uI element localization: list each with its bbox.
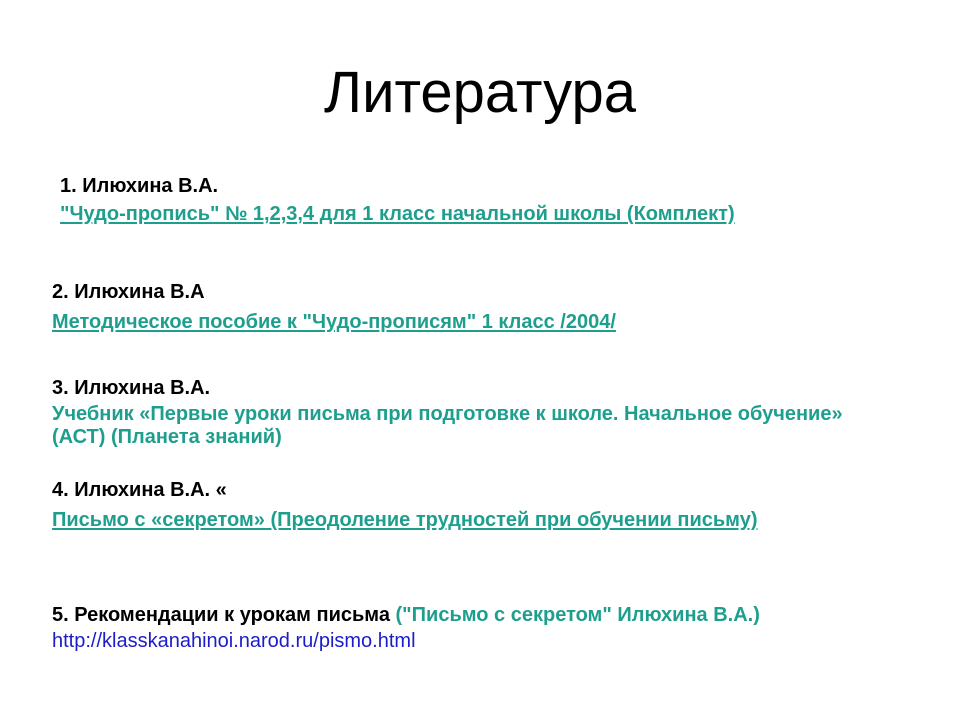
reference-author: 2. Илюхина В.А bbox=[52, 281, 205, 303]
reference-link-pismo-s-sekretom[interactable]: Письмо с «секретом» (Преодоление трудностей при обучении письму) bbox=[52, 509, 758, 531]
reference-link-metodicheskoe-posobie[interactable]: Методическое пособие к "Чудо-прописям" 1 класс /2004/ bbox=[52, 311, 616, 333]
reference-link-chudo-propis[interactable]: "Чудо-пропись" № 1,2,3,4 для 1 класс начальной школы (Комплект) bbox=[60, 203, 735, 225]
reference-item-1 bbox=[60, 174, 860, 226]
reference-author: 3. Илюхина В.А. bbox=[52, 377, 211, 399]
reference-source-note: ("Письмо с секретом" Илюхина В.А.) bbox=[395, 604, 760, 626]
reference-author: 1. Илюхина В.А. bbox=[60, 175, 219, 197]
reference-description: Учебник «Первые уроки письма при подготовке к школе. Начальное обучение» (АСТ) (Планета знаний) bbox=[52, 403, 843, 448]
reference-author: 5. Рекомендации к урокам письма bbox=[52, 604, 396, 626]
reference-item-4 bbox=[52, 478, 912, 532]
reference-item-5 bbox=[52, 603, 932, 653]
reference-author: 4. Илюхина В.А. « bbox=[52, 479, 227, 501]
reference-item-2 bbox=[52, 280, 852, 334]
reference-item-3 bbox=[52, 376, 892, 449]
reference-url-link[interactable]: http://klasskanahinoi.narod.ru/pismo.html bbox=[52, 630, 416, 652]
page-title: Литература bbox=[324, 60, 636, 125]
